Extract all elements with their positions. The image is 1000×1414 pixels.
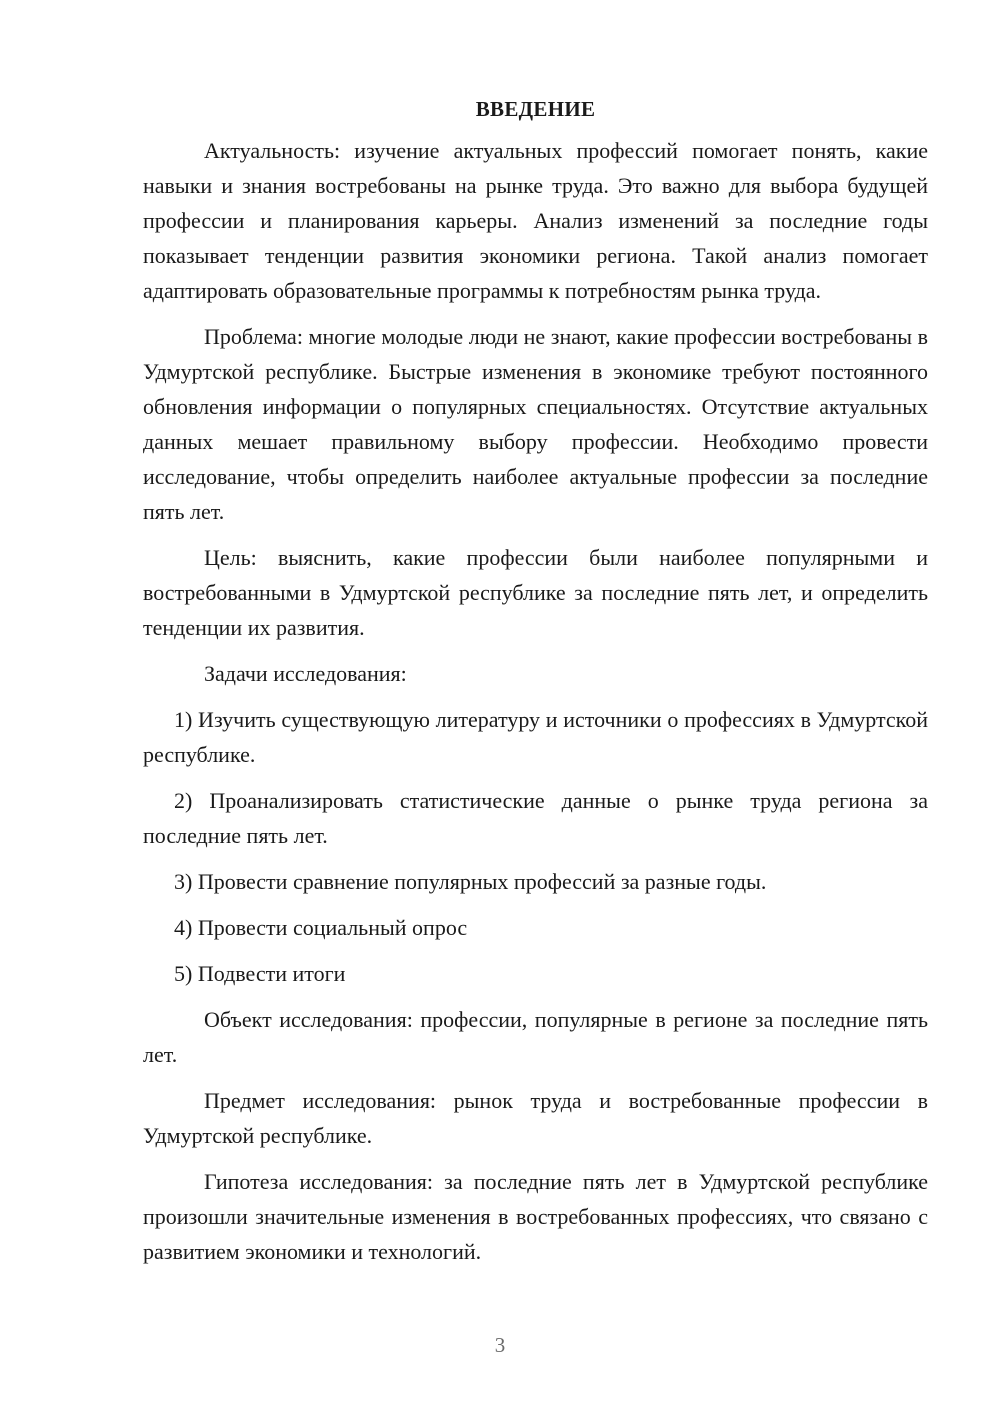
relevance-paragraph: Актуальность: изучение актуальных профессий помогает понять, какие навыки и знания востребованы на рынке труда. Это важно для выбора будущей профессии и планирования карьеры. Анализ изменений за последние годы показывает тенденции развития экономики региона. Такой анализ помогает адаптировать образовательные программы к потребностям рынка труда. [143,138,928,303]
problem-paragraph: Проблема: многие молодые люди не знают, какие профессии востребованы в Удмуртской республике. Быстрые изменения в экономике требуют постоянного обновления информации о популярных специальностях. Отсутствие актуальных данных мешает правильному выбору профессии. Необходимо провести исследование, чтобы определить наиболее актуальные профессии за последние пять лет. [143,324,928,524]
task-item-2: 2) Проанализировать статистические данные о рынке труда региона за последние пять лет. [143,788,928,848]
task-item-3: 3) Провести сравнение популярных профессий за разные годы. [174,869,767,894]
object-paragraph: Объект исследования: профессии, популярные в регионе за последние пять лет. [143,1007,928,1067]
page-number: 3 [494,1333,506,1357]
task-item-5: 5) Подвести итоги [174,961,346,986]
subject-paragraph: Предмет исследования: рынок труда и востребованные профессии в Удмуртской республике. [143,1088,928,1148]
task-item-4: 4) Провести социальный опрос [174,915,468,940]
task-item-1: 1) Изучить существующую литературу и источники о профессиях в Удмуртской республике. [143,707,928,767]
document-title: ВВЕДЕНИЕ [475,97,596,121]
tasks-list [143,702,928,991]
hypothesis-paragraph: Гипотеза исследования: за последние пять лет в Удмуртской республике произошли значительные изменения в востребованных профессиях, что связано с развитием экономики и технологий. [143,1169,928,1264]
tasks-heading: Задачи исследования: [204,661,407,686]
goal-paragraph: Цель: выяснить, какие профессии были наиболее популярными и востребованными в Удмуртской республике за последние пять лет, и определить тенденции их развития. [143,545,928,640]
document-page [143,92,928,1280]
